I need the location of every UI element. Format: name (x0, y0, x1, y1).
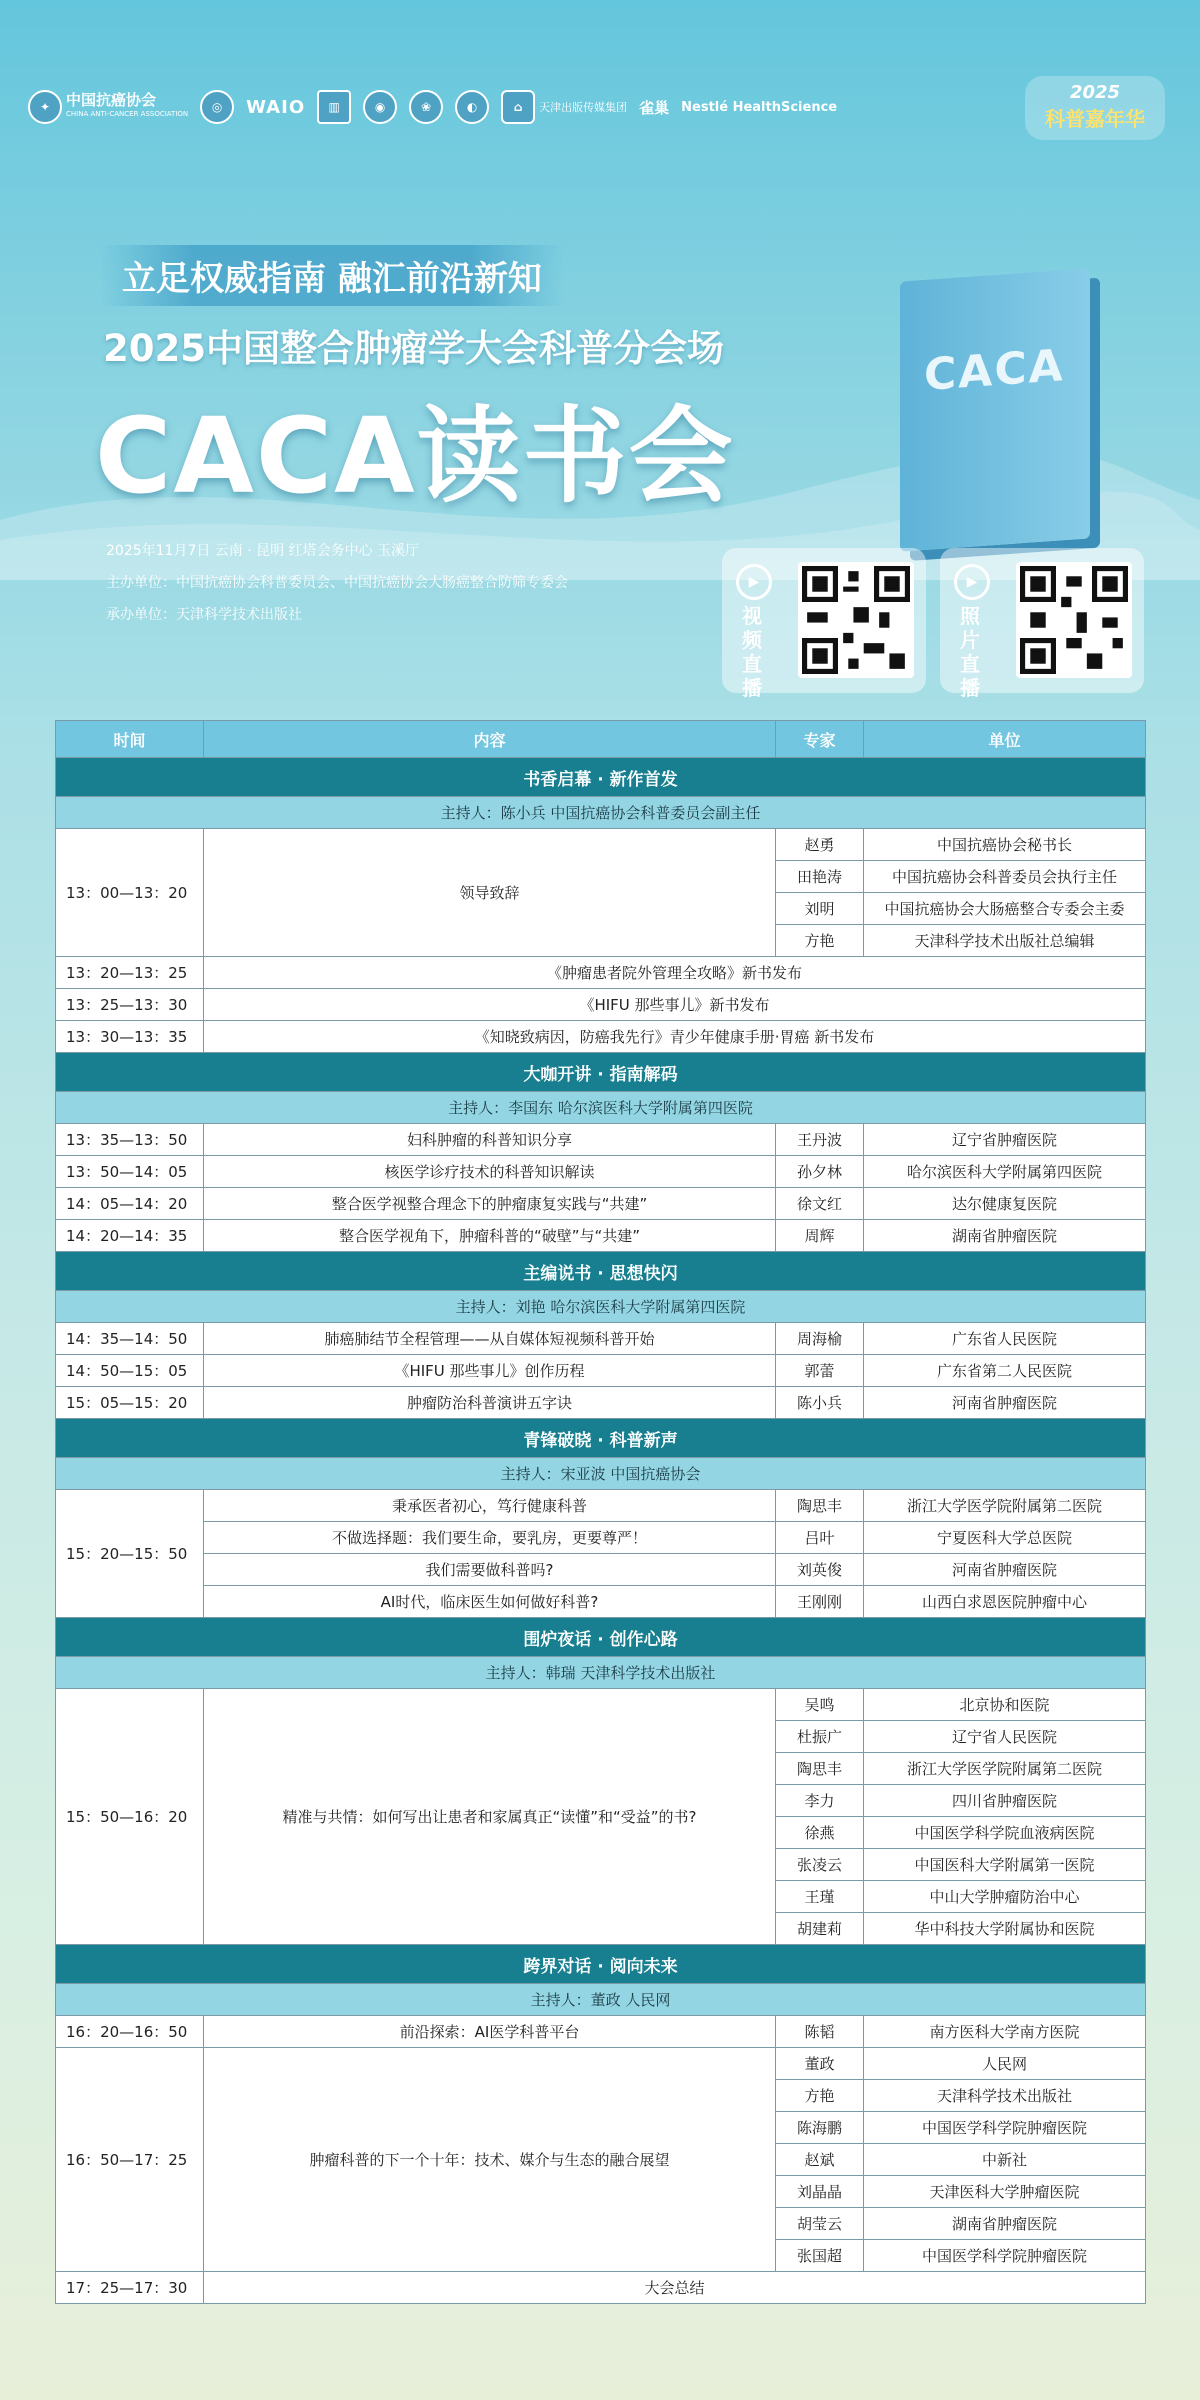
expert-cell: 赵勇 (776, 829, 864, 861)
section-title: 青锋破晓 · 科普新声 (56, 1419, 1146, 1458)
expert-cell: 胡建莉 (776, 1913, 864, 1945)
table-row (56, 1554, 1146, 1586)
caca-logo-sub: CHINA ANTI-CANCER ASSOCIATION (66, 110, 189, 118)
unit-cell: 天津医科大学肿瘤医院 (864, 2176, 1146, 2208)
content-cell: 我们需要做科普吗? (204, 1554, 776, 1586)
waio-logo-text: WAIO (246, 96, 306, 118)
table-row (56, 1323, 1146, 1355)
content-cell: 《知晓致病因，防癌我先行》青少年健康手册·胃癌 新书发布 (204, 1021, 1146, 1053)
schedule-table (55, 720, 1146, 2304)
time-cell: 14：35—14：50 (56, 1323, 204, 1355)
institution-logo-1-icon: ▥ (317, 90, 351, 124)
section-row (56, 1252, 1146, 1291)
section-row (56, 1419, 1146, 1458)
tianjin-publishing-logo (501, 90, 627, 124)
unit-cell: 中国抗癌协会科普委员会执行主任 (864, 861, 1146, 893)
content-cell: 肺癌肺结节全程管理——从自媒体短视频科普开始 (204, 1323, 776, 1355)
section-title: 大咖开讲 · 指南解码 (56, 1053, 1146, 1092)
time-cell: 13：35—13：50 (56, 1124, 204, 1156)
main-title: CACA读书会 (95, 395, 735, 517)
expert-cell: 刘英俊 (776, 1554, 864, 1586)
table-row (56, 1188, 1146, 1220)
expert-cell: 陶思丰 (776, 1490, 864, 1522)
table-row (56, 1586, 1146, 1618)
event-date-location: 2025年11月7日 云南 · 昆明 红塔会务中心 玉溪厅 (106, 543, 420, 559)
sci-tech-logo-icon: ◎ (200, 90, 234, 124)
content-cell: 妇科肿瘤的科普知识分享 (204, 1124, 776, 1156)
content-cell: 大会总结 (204, 2272, 1146, 2304)
table-row (56, 1156, 1146, 1188)
unit-cell: 山西白求恩医院肿瘤中心 (864, 1586, 1146, 1618)
content-cell: AI时代，临床医生如何做好科普? (204, 1586, 776, 1618)
unit-cell: 辽宁省肿瘤医院 (864, 1124, 1146, 1156)
carnival-badge-year: 2025 (1069, 82, 1121, 103)
carnival-badge (1025, 76, 1165, 140)
expert-cell: 赵斌 (776, 2144, 864, 2176)
section-title: 主编说书 · 思想快闪 (56, 1252, 1146, 1291)
unit-cell: 中国医学科学院血液病医院 (864, 1817, 1146, 1849)
time-cell: 15：05—15：20 (56, 1387, 204, 1419)
slogan: 立足权威指南 融汇前沿新知 (100, 245, 564, 306)
expert-cell: 周海榆 (776, 1323, 864, 1355)
table-row (56, 2272, 1146, 2304)
expert-cell: 田艳涛 (776, 861, 864, 893)
video-live-qr-card[interactable] (722, 548, 926, 700)
time-cell: 15：20—15：50 (56, 1490, 204, 1618)
photo-live-qr-card[interactable] (940, 548, 1144, 700)
expert-cell: 吴鸣 (776, 1689, 864, 1721)
table-row (56, 2048, 1146, 2080)
table-row (56, 1490, 1146, 1522)
host-row (56, 1458, 1146, 1490)
qr-code-icon (802, 566, 910, 674)
nestle-logo (681, 100, 837, 115)
tianjin-publishing-icon: ⌂ (501, 90, 535, 124)
expert-cell: 陈小兵 (776, 1387, 864, 1419)
expert-cell: 张凌云 (776, 1849, 864, 1881)
expert-cell: 郭蕾 (776, 1355, 864, 1387)
host-row (56, 1984, 1146, 2016)
time-cell: 13：20—13：25 (56, 957, 204, 989)
expert-cell: 徐文红 (776, 1188, 864, 1220)
photo-live-label: 照片直播 (960, 604, 980, 700)
table-row (56, 2016, 1146, 2048)
qr-code-icon (1020, 566, 1128, 674)
host-text: 主持人：韩瑞 天津科学技术出版社 (56, 1657, 1146, 1689)
expert-cell: 王刚刚 (776, 1586, 864, 1618)
expert-cell: 方艳 (776, 925, 864, 957)
host-row (56, 1291, 1146, 1323)
unit-cell: 中国医学科学院肿瘤医院 (864, 2240, 1146, 2272)
unit-cell: 广东省人民医院 (864, 1323, 1146, 1355)
queshao-logo (639, 97, 669, 118)
expert-cell: 李力 (776, 1785, 864, 1817)
caca-logo (28, 90, 188, 124)
header-unit: 单位 (864, 721, 1146, 758)
table-row (56, 1220, 1146, 1252)
caca-emblem-icon: ✦ (28, 90, 62, 124)
play-icon: ▶ (736, 564, 772, 600)
content-cell: 肿瘤防治科普演讲五字诀 (204, 1387, 776, 1419)
section-title: 跨界对话 · 阅向未来 (56, 1945, 1146, 1984)
time-cell: 14：50—15：05 (56, 1355, 204, 1387)
host-text: 主持人：李国东 哈尔滨医科大学附属第四医院 (56, 1092, 1146, 1124)
host-row (56, 1657, 1146, 1689)
unit-cell: 中新社 (864, 2144, 1146, 2176)
caca-logo-text: 中国抗癌协会 (66, 91, 157, 109)
nestle-logo-text: Nestlé HealthScience (681, 99, 838, 115)
institution-logo-2 (363, 90, 397, 124)
time-cell: 15：50—16：20 (56, 1689, 204, 1945)
time-cell: 14：05—14：20 (56, 1188, 204, 1220)
unit-cell: 达尔健康复医院 (864, 1188, 1146, 1220)
sci-tech-logo (200, 90, 234, 124)
host-text: 主持人：刘艳 哈尔滨医科大学附属第四医院 (56, 1291, 1146, 1323)
unit-cell: 华中科技大学附属协和医院 (864, 1913, 1146, 1945)
unit-cell: 中国医科大学附属第一医院 (864, 1849, 1146, 1881)
time-cell: 13：50—14：05 (56, 1156, 204, 1188)
table-row (56, 1387, 1146, 1419)
unit-cell: 浙江大学医学院附属第二医院 (864, 1753, 1146, 1785)
photo-live-qr-code[interactable] (1016, 562, 1132, 678)
carnival-badge-text: 科普嘉年华 (1045, 107, 1145, 131)
unit-cell: 四川省肿瘤医院 (864, 1785, 1146, 1817)
unit-cell: 哈尔滨医科大学附属第四医院 (864, 1156, 1146, 1188)
institution-logo-2-icon: ◉ (363, 90, 397, 124)
table-row (56, 989, 1146, 1021)
table-header-row (56, 721, 1146, 758)
institution-logo-3-icon: ❀ (409, 90, 443, 124)
tianjin-publishing-text: 天津出版传媒集团 (539, 101, 628, 114)
time-cell: 14：20—14：35 (56, 1220, 204, 1252)
unit-cell: 天津科学技术出版社总编辑 (864, 925, 1146, 957)
poster-header (0, 0, 1200, 720)
sponsor-logos (28, 90, 837, 124)
section-row (56, 1618, 1146, 1657)
content-cell: 不做选择题：我们要生命，要乳房，更要尊严！ (204, 1522, 776, 1554)
unit-cell: 辽宁省人民医院 (864, 1721, 1146, 1753)
section-row (56, 1945, 1146, 1984)
table-row (56, 1021, 1146, 1053)
institution-logo-3 (409, 90, 443, 124)
expert-cell: 吕叶 (776, 1522, 864, 1554)
expert-cell: 王瑾 (776, 1881, 864, 1913)
table-row (56, 1689, 1146, 1721)
unit-cell: 中国抗癌协会大肠癌整合专委会主委 (864, 893, 1146, 925)
play-icon: ▶ (954, 564, 990, 600)
event-hosts: 主办单位：中国抗癌协会科普委员会、中国抗癌协会大肠癌整合防筛专委会 (106, 575, 568, 591)
table-row (56, 1124, 1146, 1156)
unit-cell: 湖南省肿瘤医院 (864, 1220, 1146, 1252)
expert-cell: 刘晶晶 (776, 2176, 864, 2208)
expert-cell: 周辉 (776, 1220, 864, 1252)
content-cell: 《肿瘤患者院外管理全攻略》新书发布 (204, 957, 1146, 989)
time-cell: 17：25—17：30 (56, 2272, 204, 2304)
unit-cell: 中国抗癌协会秘书长 (864, 829, 1146, 861)
expert-cell: 胡莹云 (776, 2208, 864, 2240)
table-row (56, 829, 1146, 861)
expert-cell: 陈海鹏 (776, 2112, 864, 2144)
unit-cell: 北京协和医院 (864, 1689, 1146, 1721)
unit-cell: 广东省第二人民医院 (864, 1355, 1146, 1387)
content-cell: 精准与共情：如何写出让患者和家属真正“读懂”和“受益”的书? (204, 1689, 776, 1945)
unit-cell: 中山大学肿瘤防治中心 (864, 1881, 1146, 1913)
content-cell: 领导致辞 (204, 829, 776, 957)
unit-cell: 河南省肿瘤医院 (864, 1554, 1146, 1586)
unit-cell: 天津科学技术出版社 (864, 2080, 1146, 2112)
time-cell: 13：25—13：30 (56, 989, 204, 1021)
expert-cell: 杜振广 (776, 1721, 864, 1753)
caca-book-illustration (900, 268, 1090, 551)
host-row (56, 1092, 1146, 1124)
time-cell: 13：30—13：35 (56, 1021, 204, 1053)
header-expert: 专家 (776, 721, 864, 758)
content-cell: 《HIFU 那些事儿》新书发布 (204, 989, 1146, 1021)
unit-cell: 浙江大学医学院附属第二医院 (864, 1490, 1146, 1522)
unit-cell: 人民网 (864, 2048, 1146, 2080)
expert-cell: 董政 (776, 2048, 864, 2080)
expert-cell: 孙夕林 (776, 1156, 864, 1188)
content-cell: 秉承医者初心，笃行健康科普 (204, 1490, 776, 1522)
expert-cell: 陶思丰 (776, 1753, 864, 1785)
table-row (56, 1522, 1146, 1554)
institution-logo-1 (317, 90, 351, 124)
expert-cell: 方艳 (776, 2080, 864, 2112)
host-text: 主持人：陈小兵 中国抗癌协会科普委员会副主任 (56, 797, 1146, 829)
unit-cell: 中国医学科学院肿瘤医院 (864, 2112, 1146, 2144)
unit-cell: 湖南省肿瘤医院 (864, 2208, 1146, 2240)
book-cover-title: CACA (924, 340, 1065, 401)
expert-cell: 陈韬 (776, 2016, 864, 2048)
event-organizer: 承办单位：天津科学技术出版社 (106, 607, 302, 623)
time-cell: 13：00—13：20 (56, 829, 204, 957)
video-live-qr-code[interactable] (798, 562, 914, 678)
content-cell: 前沿探索：AI医学科普平台 (204, 2016, 776, 2048)
time-cell: 16：20—16：50 (56, 2016, 204, 2048)
expert-cell: 张国超 (776, 2240, 864, 2272)
content-cell: 核医学诊疗技术的科普知识解读 (204, 1156, 776, 1188)
content-cell: 整合医学视整合理念下的肿瘤康复实践与“共建” (204, 1188, 776, 1220)
table-row (56, 1355, 1146, 1387)
institution-logo-4-icon: ◐ (455, 90, 489, 124)
section-title: 围炉夜话 · 创作心路 (56, 1618, 1146, 1657)
section-title: 书香启幕 · 新作首发 (56, 758, 1146, 797)
video-live-label: 视频直播 (742, 604, 762, 700)
section-row (56, 758, 1146, 797)
queshao-logo-text: 雀巢 (639, 98, 670, 117)
content-cell: 肿瘤科普的下一个十年：技术、媒介与生态的融合展望 (204, 2048, 776, 2272)
host-text: 主持人：宋亚波 中国抗癌协会 (56, 1458, 1146, 1490)
host-row (56, 797, 1146, 829)
expert-cell: 刘明 (776, 893, 864, 925)
unit-cell: 河南省肿瘤医院 (864, 1387, 1146, 1419)
section-row (56, 1053, 1146, 1092)
header-time: 时间 (56, 721, 204, 758)
table-row (56, 957, 1146, 989)
time-cell: 16：50—17：25 (56, 2048, 204, 2272)
header-content: 内容 (204, 721, 776, 758)
content-cell: 整合医学视角下，肿瘤科普的“破壁”与“共建” (204, 1220, 776, 1252)
waio-logo (246, 97, 305, 118)
expert-cell: 王丹波 (776, 1124, 864, 1156)
host-text: 主持人：董政 人民网 (56, 1984, 1146, 2016)
expert-cell: 徐燕 (776, 1817, 864, 1849)
institution-logo-4 (455, 90, 489, 124)
subtitle: 2025中国整合肿瘤学大会科普分会场 (103, 327, 724, 370)
content-cell: 《HIFU 那些事儿》创作历程 (204, 1355, 776, 1387)
unit-cell: 南方医科大学南方医院 (864, 2016, 1146, 2048)
unit-cell: 宁夏医科大学总医院 (864, 1522, 1146, 1554)
